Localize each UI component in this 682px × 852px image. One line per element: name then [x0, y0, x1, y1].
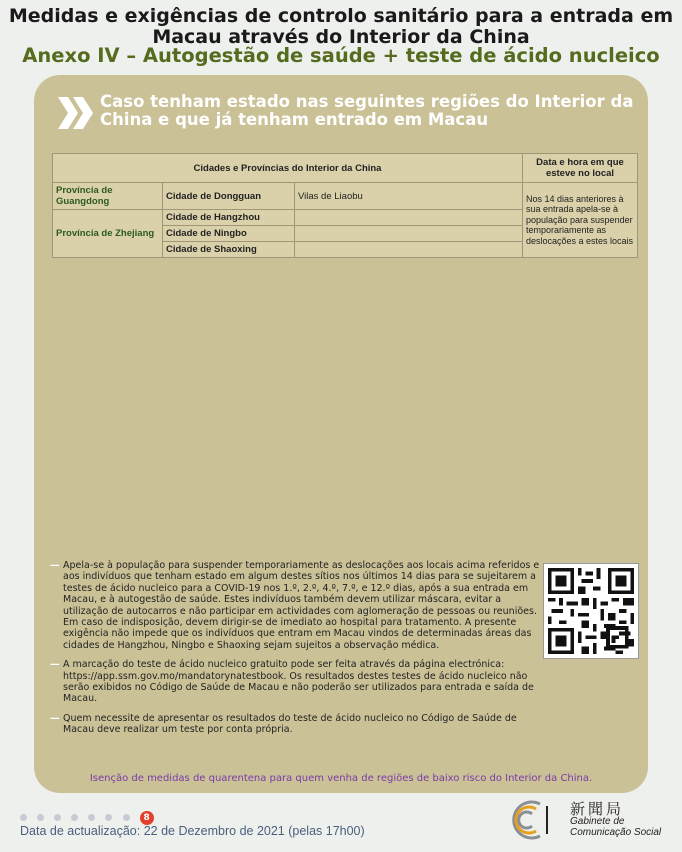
gcs-logo-icon — [510, 798, 556, 842]
update-date: Data de actualização: 22 de Dezembro de 2021 (pelas 17h00) — [20, 824, 365, 838]
col-date-header: Data e hora em que esteve no local — [523, 154, 638, 183]
col-regions-header: Cidades e Províncias do Interior da China — [53, 154, 523, 183]
page-dot[interactable] — [123, 814, 130, 821]
qr-code-icon[interactable] — [543, 563, 639, 659]
bullet-text: A marcação do teste de ácido nucleico gratuito pode ser feita através da página electrónica: https://app.ssm.gov.mo/mandatorynatestbook. Os resultados destes testes de ácido nucleico não serão exibidos no Código de Saúde de Macau e não poderão ser utilizados para entrada e saída de Macau. — [63, 659, 534, 705]
page-subtitle: Anexo IV – Autogestão de saúde + teste de ácido nucleico — [22, 44, 660, 67]
city-cell: Cidade de Hangzhou — [163, 210, 295, 226]
area-cell — [295, 242, 523, 258]
city-cell: Cidade de Shaoxing — [163, 242, 295, 258]
exemption-note: Isenção de medidas de quarentena para quem venha de regiões de baixo risco do Interior da China. — [89, 773, 593, 784]
area-cell — [295, 210, 523, 226]
page-title: Medidas e exigências de controlo sanitário para a entrada em Macau através do Interior da China — [8, 5, 674, 48]
logo-pt-line: Gabinete de — [570, 816, 625, 827]
page-dot[interactable] — [105, 814, 112, 821]
page-dot[interactable] — [54, 814, 61, 821]
city-cell: Cidade de Dongguan — [163, 183, 295, 210]
province-cell: Província de Zhejiang — [53, 210, 163, 258]
province-cell: Província de Guangdong — [53, 183, 163, 210]
logo-portuguese-text — [570, 816, 661, 838]
table-row — [53, 183, 638, 210]
area-cell: Vilas de Liaobu — [295, 183, 523, 210]
page-dot[interactable] — [20, 814, 27, 821]
dash-icon: — — [50, 712, 60, 724]
page-dot[interactable] — [71, 814, 78, 821]
list-item — [50, 713, 540, 736]
page-dot[interactable] — [37, 814, 44, 821]
bullet-list — [50, 560, 540, 744]
double-chevron-icon — [58, 95, 94, 131]
page-indicator — [20, 807, 154, 821]
bullet-text: Apela-se à população para suspender temporariamente as deslocações aos locais acima referidos e aos indivíduos que tenham estado em algum destes sítios nos últimos 14 dias para se sujeitarem a testes de ácido nucleico para a COVID-19 nos 1.º, 2.º, 4.º, 7.º, e 12.º dias, após a sua entrada em Macau, e à autogestão de saúde. Estes indivíduos também devem utilizar máscara, evitar a utilização de autocarros e não participar em actividades com aglomeração de pessoas ou reuniões. Em caso de indisposição, devem dirigir-se de imediato ao hospital para tratamento. A presente exigência não impede que os indivíduos que entram em Macau vindos de determinadas áreas das cidades de Hangzhou, Ningbo e Shaoxing sejam sujeitos a observação médica. — [63, 560, 540, 651]
logo-pt-line: Comunicação Social — [570, 827, 662, 838]
gcs-logo — [510, 796, 680, 844]
city-cell: Cidade de Ningbo — [163, 226, 295, 242]
current-page-badge[interactable]: 8 — [140, 811, 154, 825]
dash-icon: — — [50, 659, 60, 671]
logo-chinese-text: 新聞局 — [570, 800, 625, 818]
bullet-text: Quem necessite de apresentar os resultados do teste de ácido nucleico no Código de Saúde de Macau deve realizar um teste por conta própria. — [63, 712, 517, 736]
section-heading: Caso tenham estado nas seguintes regiões do Interior da China e que já tenham entrado em Macau — [100, 92, 634, 129]
date-note-cell: Nos 14 dias anteriores à sua entrada apela-se à população para suspender temporariamente as deslocações a estes locais — [523, 183, 638, 258]
dash-icon: — — [50, 560, 60, 571]
regions-table — [52, 153, 638, 258]
list-item — [50, 659, 540, 705]
page-dot[interactable] — [88, 814, 95, 821]
area-cell — [295, 226, 523, 242]
list-item — [50, 560, 540, 651]
table-header-row — [53, 154, 638, 183]
